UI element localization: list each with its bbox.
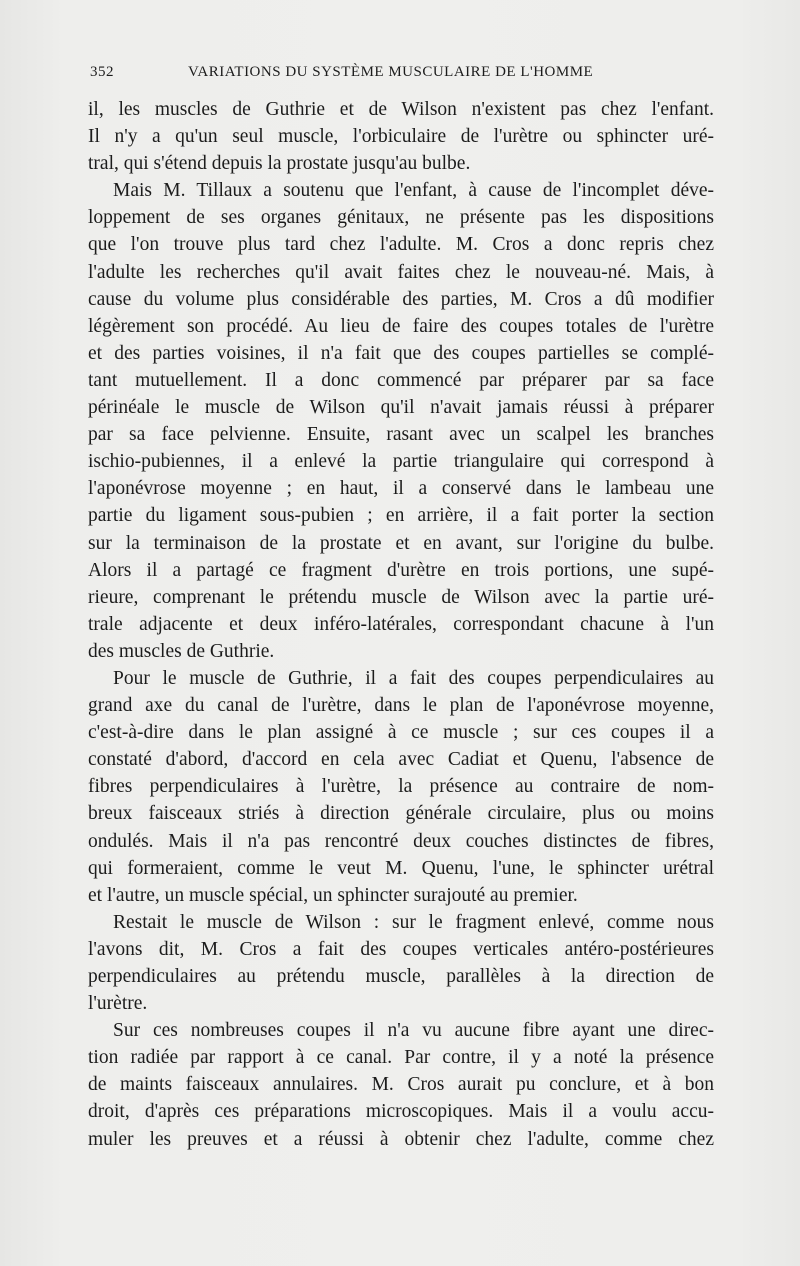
- text-line: l'aponévrose moyenne ; en haut, il a conservé dans le lambeau une: [88, 478, 714, 500]
- text-line: partie du ligament sous-pubien ; en arrière, il a fait porter la section: [88, 505, 714, 527]
- running-title: VARIATIONS DU SYSTÈME MUSCULAIRE DE L'HOMME: [188, 64, 594, 80]
- text-line: tral, qui s'étend depuis la prostate jusqu'au bulbe.: [88, 153, 471, 175]
- paragraph-3: [88, 665, 714, 909]
- text-line: par sa face pelvienne. Ensuite, rasant avec un scalpel les branches: [88, 424, 714, 446]
- text-line: fibres perpendiculaires à l'urètre, la présence au contraire de nom-: [88, 776, 714, 798]
- text-line: il, les muscles de Guthrie et de Wilson n'existent pas chez l'enfant.: [88, 99, 714, 120]
- text-line: ondulés. Mais il n'a pas rencontré deux couches distinctes de fibres,: [88, 830, 714, 852]
- paragraph-1: [88, 96, 714, 177]
- paragraph-5: [88, 1017, 714, 1152]
- page-number: 352: [90, 64, 114, 80]
- text-line: droit, d'après ces préparations microscopiques. Mais il a voulu accu-: [88, 1101, 714, 1123]
- text-line: Il n'y a qu'un seul muscle, l'orbiculaire de l'urètre ou sphincter uré-: [88, 126, 714, 148]
- text-line: c'est-à-dire dans le plan assigné à ce muscle ; sur ces coupes il a: [88, 722, 714, 744]
- text-line: rieure, comprenant le prétendu muscle de Wilson avec la partie uré-: [88, 586, 714, 608]
- text-line: tion radiée par rapport à ce canal. Par contre, il y a noté la présence: [88, 1047, 714, 1069]
- text-line: de maints faisceaux annulaires. M. Cros aurait pu conclure, et à bon: [88, 1074, 714, 1096]
- text-line: grand axe du canal de l'urètre, dans le plan de l'aponévrose moyenne,: [88, 695, 714, 717]
- text-line: breux faisceaux striés à direction générale circulaire, plus ou moins: [88, 803, 714, 825]
- text-line: et des parties voisines, il n'a fait que des coupes partielles se complé-: [88, 342, 714, 364]
- text-line: muler les preuves et a réussi à obtenir chez l'adulte, comme chez: [88, 1128, 714, 1150]
- paragraph-2: [88, 177, 714, 665]
- body-text: [88, 96, 714, 1153]
- text-line: Mais M. Tillaux a soutenu que l'enfant, à cause de l'incomplet déve-: [113, 180, 714, 202]
- text-line: Pour le muscle de Guthrie, il a fait des coupes perpendiculaires au: [113, 667, 714, 689]
- text-line: sur la terminaison de la prostate et en avant, sur l'origine du bulbe.: [88, 532, 714, 554]
- text-line: l'urètre.: [88, 993, 148, 1015]
- text-line: périnéale le muscle de Wilson qu'il n'avait jamais réussi à préparer: [88, 397, 714, 419]
- text-line: des muscles de Guthrie.: [88, 640, 275, 662]
- text-line: cause du volume plus considérable des parties, M. Cros a dû modifier: [88, 288, 714, 310]
- text-line: légèrement son procédé. Au lieu de faire des coupes totales de l'urètre: [88, 315, 714, 337]
- text-line: qui formeraient, comme le veut M. Quenu, l'une, le sphincter urétral: [88, 857, 714, 879]
- text-line: loppement de ses organes génitaux, ne présente pas les dispositions: [88, 207, 714, 229]
- text-line: Alors il a partagé ce fragment d'urètre en trois portions, une supé-: [88, 559, 714, 581]
- text-line: l'adulte les recherches qu'il avait faites chez le nouveau-né. Mais, à: [88, 261, 714, 283]
- text-line: perpendiculaires au prétendu muscle, parallèles à la direction de: [88, 966, 714, 987]
- text-line: ischio-pubiennes, il a enlevé la partie triangulaire qui correspond à: [88, 451, 714, 473]
- paragraph-4: [88, 909, 714, 1017]
- text-line: Restait le muscle de Wilson : sur le fragment enlevé, comme nous: [113, 911, 714, 933]
- running-head: [90, 64, 712, 88]
- text-line: tant mutuellement. Il a donc commencé par préparer par sa face: [88, 369, 714, 391]
- text-line: l'avons dit, M. Cros a fait des coupes verticales antéro-postérieures: [88, 938, 714, 960]
- text-line: trale adjacente et deux inféro-latérales, correspondant chacune à l'un: [88, 613, 714, 635]
- text-line: constaté d'abord, d'accord en cela avec Cadiat et Quenu, l'absence de: [88, 749, 714, 771]
- text-line: et l'autre, un muscle spécial, un sphincter surajouté au premier.: [88, 884, 578, 906]
- text-line: Sur ces nombreuses coupes il n'a vu aucune fibre ayant une direc-: [113, 1020, 714, 1042]
- text-line: que l'on trouve plus tard chez l'adulte. M. Cros a donc repris chez: [88, 234, 714, 256]
